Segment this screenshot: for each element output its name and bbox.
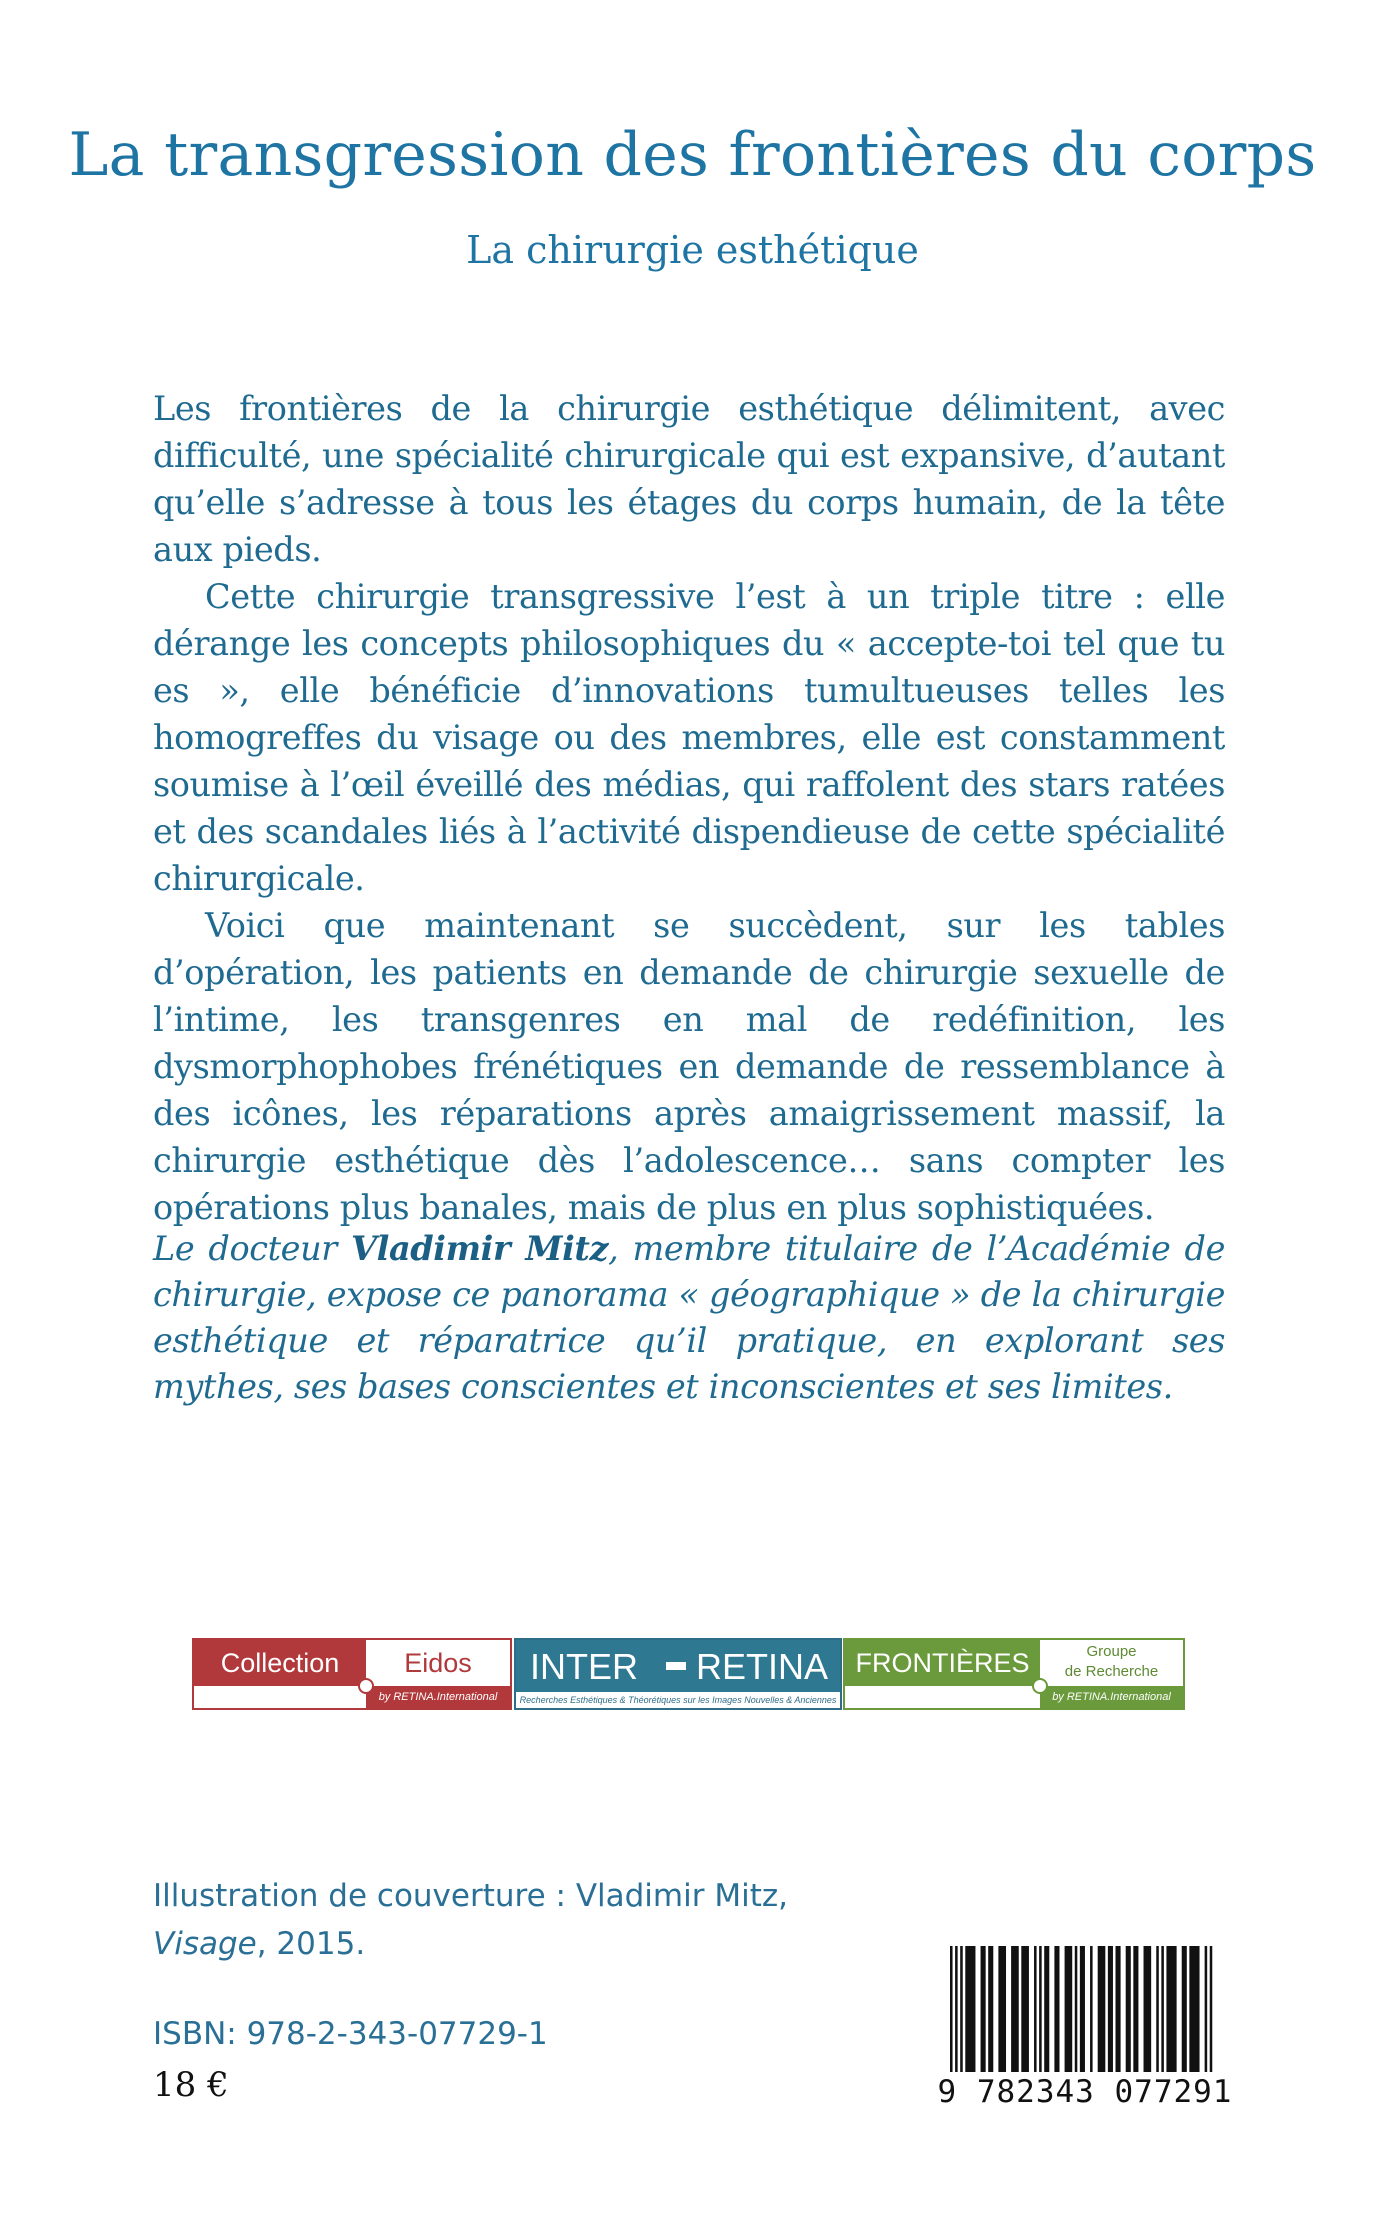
frontieres-logo-group-line1: Groupe (1086, 1643, 1137, 1660)
collection-eidos-logo (192, 1638, 512, 1710)
eidos-logo-collection-label: Collection (194, 1640, 366, 1686)
frontieres-logo-group-line2: de Recherche (1064, 1663, 1159, 1680)
illustration-work-title: Visage (153, 1926, 257, 1962)
illustration-credit-label: Illustration de couverture : Vladimir Mitz, (153, 1878, 788, 1914)
inter-retina-dash-icon (666, 1662, 686, 1670)
frontieres-logo (843, 1638, 1185, 1710)
frontieres-logo-group (1040, 1642, 1183, 1686)
frontieres-logo-byline: by RETINA.International (1040, 1686, 1183, 1708)
eidos-logo-dot-icon (358, 1678, 374, 1694)
summary-paragraph-3: Voici que maintenant se succèdent, sur les tables d’opération, les patients en demande de chirurgie sexuelle de l’intime, les transgenres en mal de redéfinition, les dysmorphophobes frénétiques en demande de ressemblance à des icônes, les réparations après amaigrissement massif, la chirurgie esthétique dès l’adolescence… sans compter les opérations plus banales, mais de plus en plus sophistiquées. (153, 906, 1225, 1227)
inter-retina-tagline: Recherches Esthétiques & Théorétiques sur les Images Nouvelles & Anciennes (519, 1695, 837, 1705)
frontieres-logo-dot-icon (1032, 1678, 1048, 1694)
summary-paragraph-2: Cette chirurgie transgressive l’est à un triple titre : elle dérange les concepts philosophiques du « accepte-toi tel que tu es », elle bénéficie d’innovations tumultueuses telles les homogreffes du visage ou des membres, elle est constamment soumise à l’œil éveillé des médias, qui raffolent des stars ratées et des scandales liés à l’activité dispendieuse de cette spécialité chirurgicale. (153, 577, 1225, 898)
illustration-year: , 2015. (256, 1926, 366, 1962)
illustration-credit-work-line (153, 1920, 788, 1968)
author-bio-prefix: Le docteur (153, 1229, 352, 1268)
author-name: Vladimir Mitz (351, 1229, 609, 1268)
frontieres-logo-name: FRONTIÈRES (845, 1640, 1040, 1686)
isbn: ISBN: 978-2-343-07729-1 (153, 2016, 548, 2052)
price: 18 € (153, 2065, 229, 2105)
back-cover-summary (153, 385, 1225, 1231)
inter-retina-retina-text: RETINA (696, 1646, 829, 1687)
inter-retina-banner (516, 1640, 840, 1692)
eidos-logo-name: Eidos (404, 1648, 472, 1678)
book-subtitle: La chirurgie esthétique (466, 228, 919, 272)
book-title: La transgression des frontières du corps (68, 120, 1317, 190)
author-bio (153, 1226, 1225, 1410)
inter-retina-inter-text: INTER (530, 1646, 638, 1687)
eidos-logo-byline: by RETINA.International (366, 1686, 510, 1708)
cover-illustration-credit (153, 1872, 788, 1968)
author-bio-text: , membre titulaire de l’Académie de chirurgie, expose ce panorama « géographique » de la chirurgie esthétique et réparatrice qu’il pratique, en explorant ses mythes, ses bases conscientes et inconscientes et ses limites. (153, 1229, 1225, 1406)
barcode-number: 9 782343 077291 (935, 2072, 1235, 2112)
inter-retina-logo (514, 1638, 842, 1710)
summary-paragraph-1: Les frontières de la chirurgie esthétique délimitent, avec difficulté, une spécialité chirurgicale qui est expansive, d’autant qu’elle s’adresse à tous les étages du corps humain, de la tête aux pieds. (153, 389, 1225, 569)
